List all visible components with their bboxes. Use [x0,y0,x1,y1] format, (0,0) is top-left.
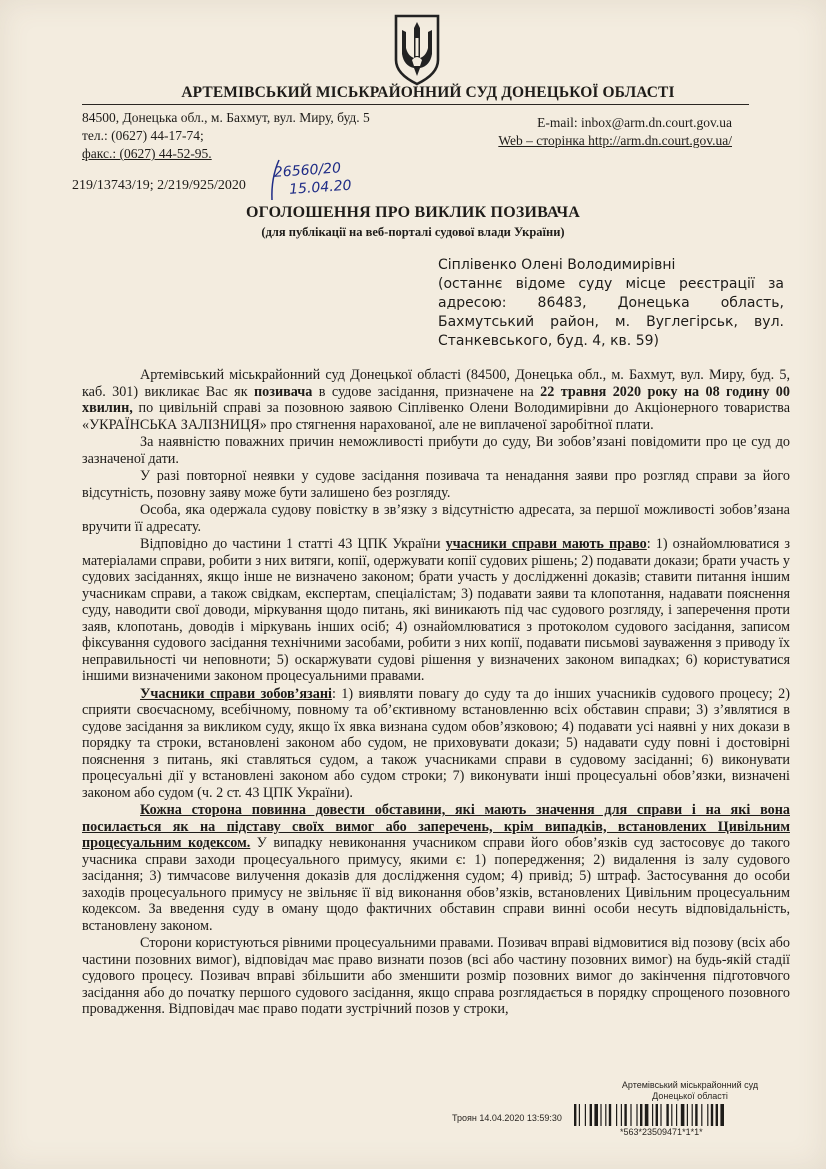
header-divider [82,104,749,105]
barcode-bar [711,1104,713,1126]
barcode-bar [590,1104,592,1126]
barcode-bar [624,1104,626,1126]
barcode-icon [574,1104,774,1126]
barcode-bar [616,1104,617,1126]
barcode-bar [720,1104,724,1126]
handwritten-line-2: 15.04.20 [288,177,352,198]
recipient-details: (останнє відоме суду місце реєстрації за адресою: 86483, Донецька область, Бахмутський район, м. Вуглегірськ, вул. Станкевського, буд. 4, кв. 59) [438,276,784,349]
barcode-bar [687,1104,688,1126]
barcode-bar [645,1104,649,1126]
paragraph-obligations: Учасники справи зобов’язані: 1) виявляти повагу до суду та до інших учасників судового процесу; 2) сприяти своєчасному, всебічному, повному та об’єктивному встановленню всіх обставин справи; 3) з’являтися в судове засідання за викликом суду, якщо їх явка визнана судом обов’язковою; 4) подавати усі наявні у них докази в порядку та строки, встановлені законом або судом, не приховувати докази; 5) надавати суду повні і достовірні пояснення з питань, які ставляться судом, а також учасниками справи в судовому засіданні; 6) виконувати процесуальні дії у встановлені законом або судом строки; 7) виконувати інші процесуальні обов’язки, визначені законом або судом (ч. 2 ст. 43 ЦПК України). [82,685,790,801]
court-name: АРТЕМІВСЬКИЙ МІСЬКРАЙОННИЙ СУД ДОНЕЦЬКОЇ ОБЛАСТІ [181,84,675,101]
barcode-bar [701,1104,702,1126]
barcode-bar [609,1104,611,1126]
barcode-bar [636,1104,637,1126]
stamp-court-line-1: Артемівський міськрайонний суд [621,1080,759,1090]
barcode-bar [666,1104,668,1126]
barcode-bar [695,1104,697,1126]
barcode-bar [585,1104,586,1126]
barcode-bar [671,1104,672,1126]
court-address: 84500, Донецька обл., м. Бахмут, вул. Миру, буд. 5 [82,110,370,125]
recipient-block [438,256,784,351]
barcode-bar [660,1104,661,1126]
barcode-bar [605,1104,606,1126]
barcode-bar [707,1104,708,1126]
barcode-bar [716,1104,718,1126]
document-title: ОГОЛОШЕННЯ ПРО ВИКЛИК ПОЗИВАЧА [245,204,581,221]
barcode-bar [656,1104,658,1126]
paragraph-rights: Відповідно до частини 1 статті 43 ЦПК України учасники справи мають право: 1) ознайомлюватися з матеріалами справи, робити з них витяги, копії, одержувати копії судових рішень; 2) подавати докази; брати участь у судових засіданнях, якщо інше не визначено законом; брати участь у дослідженні доказів; ставити питання іншим учасникам справи, а також свідкам, експертам, спеціалістам; 3) подавати заяви та клопотання, надавати пояснення суду, наводити свої доводи, міркування щодо питань, які виникають під час судового розгляду, і заперечення проти заяв, клопотань, доводів і міркувань інших осіб; 4) ознайомлюватися з протоколом судового засідання, записом фіксування судового засідання технічними засобами, робити з них копії, подавати письмові зауваження з приводу їх неправильності чи неповноти; 5) оскаржувати судові рішення у визначених законом випадках; 6) користуватися іншими визначеними законом процесуальними правами. [82,536,790,684]
recipient-name: Сіплівенко Олені Володимирівні [438,257,676,273]
court-phone: тел.: (0627) 44-17-74; [82,128,204,143]
stamp-court-line-2: Донецької області [652,1091,728,1101]
barcode-bar [600,1104,601,1126]
paragraph-equal-rights: Сторони користуються рівними процесуальними правами. Позивач вправі відмовитися від позову (всіх або частини позовних вимог), відповідач має право визнати позов (всі або частину позовних вимог) на будь-якій стадії судового процесу. Позивач вправі збільшити або зменшити розмір позовних вимог до закінчення підготовчого засідання або до початку першого судового засідання, якщо справа розглядається в порядку спрощеного позовного провадження. Відповідач має право подати зустрічний позов у строки, [82,935,790,1017]
paragraph-notify: За наявністю поважних причин неможливості прибути до суду, Ви зобов’язані повідомити про це суд до зазначеної дати. [82,434,790,467]
paragraph-burden-of-proof: Кожна сторона повинна довести обставини, які мають значення для справи і на які вона посилається як на підставу своїх вимог або заперечень, крім випадків, встановлених Цивільним процесуальним кодексом. У випадку невиконання учасником справи його обов’язків суд застосовує до такого учасника справи заходи процесуального примусу, якими є: 1) попередження; 2) видалення із залу судового засідання; 3) тимчасове вилучення доказів для дослідження судом; 4) привід; 5) штраф. Застосування до особи заходів процесуального примусу не звільняє її від виконання обов’язків, встановлених Цивільним процесуальним кодексом. За введення суду в оману щодо фактичних обставин справи винні особи несуть відповідальність, встановлену законом. [82,802,790,934]
handwritten-line-1: 26560/20 [273,160,342,181]
barcode-bar [621,1104,622,1126]
coat-of-arms-icon [392,14,442,86]
court-fax: факс.: (0627) 44-52-95. [82,146,212,161]
barcode-bar [676,1104,677,1126]
barcode-bar [574,1104,576,1126]
paragraph-summons: Артемівський міськрайонний суд Донецької області (84500, Донецька обл., м. Бахмут, вул. Миру, буд. 5, каб. 301) викликає Вас як позивача в судове засідання, призначене на 22 травня 2020 року на 08 годину 00 хвилин, по цивільній справі за позовною заявою Сіплівенко Олени Володимирівни до Акціонерного товариства «УКРАЇНСЬКА ЗАЛІЗНИЦЯ» про стягнення нарахованої, але не виплаченої заробітної плати. [82,367,790,433]
barcode-bar [579,1104,580,1126]
court-web: Web – сторінка http://arm.dn.court.gov.ua/ [498,133,732,148]
document-body [82,367,790,1019]
barcode-number: *563*23509471*1*1* [620,1127,703,1137]
barcode-bar [681,1104,685,1126]
stamp-clerk: Троян 14.04.2020 13:59:30 [452,1113,562,1123]
paragraph-delivery: Особа, яка одержала судову повістку в зв’язку з відсутністю адресата, за першої можливості зобов’язана вручити її адресату. [82,502,790,535]
barcode-bar [640,1104,642,1126]
barcode-bar [630,1104,631,1126]
paragraph-nonappearance: У разі повторної неявки у судове засідання позивача та ненадання заяви про розгляд справи за його відсутність, позовну заяву може бути залишено без розгляду. [82,468,790,501]
document-subtitle: (для публікації на веб-порталі судової влади України) [261,225,565,239]
barcode-bar [652,1104,653,1126]
barcode-bar [692,1104,693,1126]
barcode-bar [594,1104,598,1126]
case-numbers: 219/13743/19; 2/219/925/2020 [72,178,246,193]
court-email: E-mail: inbox@arm.dn.court.gov.ua [537,115,732,130]
